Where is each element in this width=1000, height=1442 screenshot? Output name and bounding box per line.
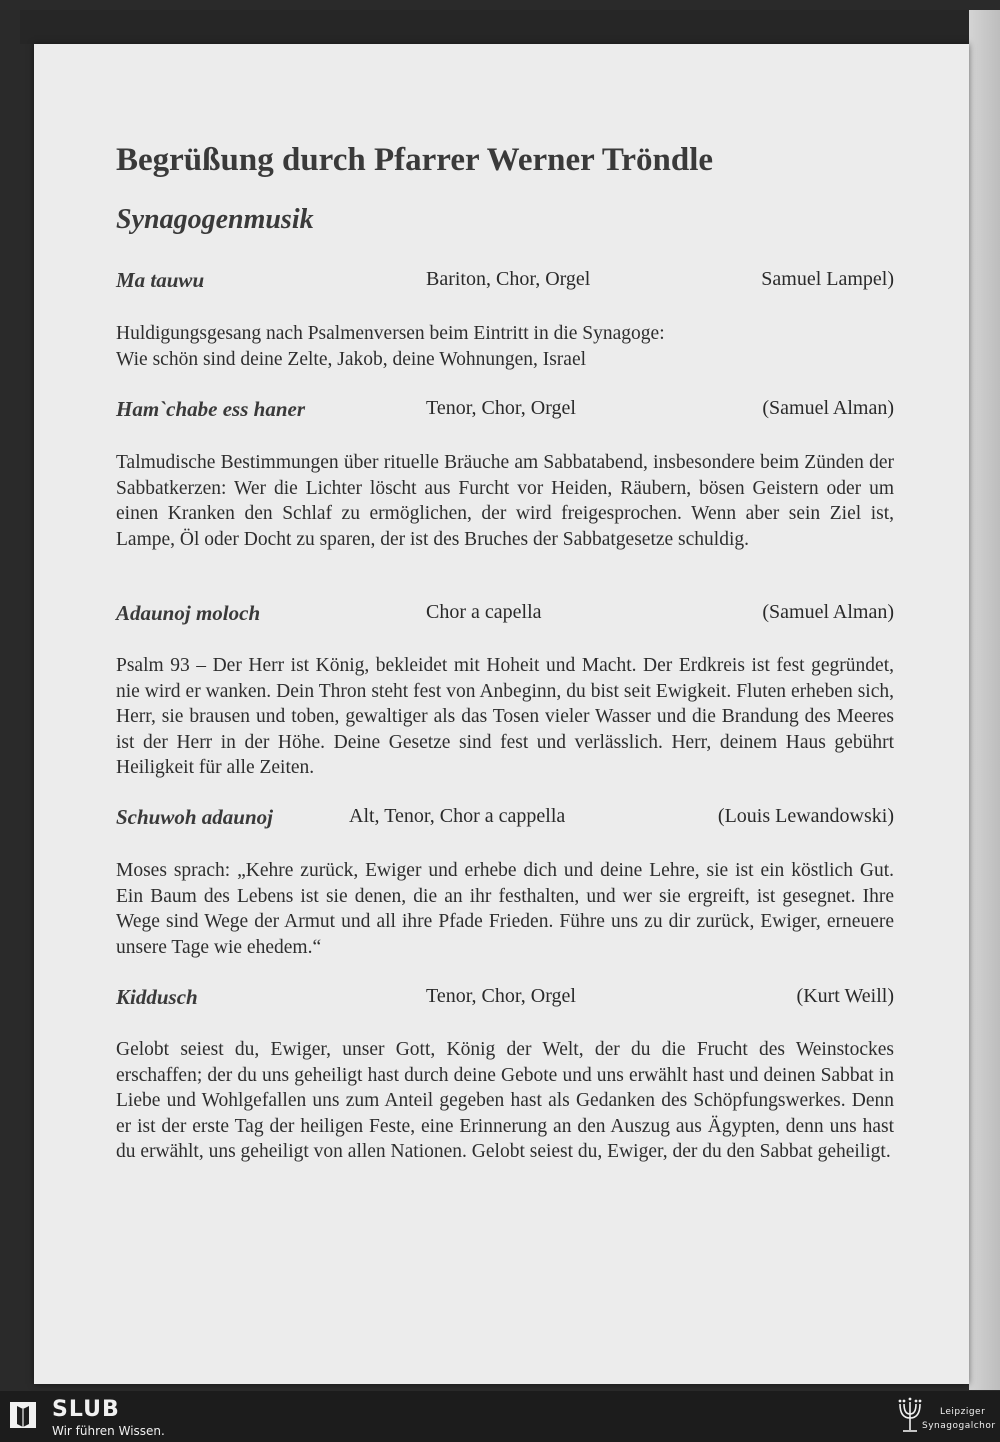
scan-page-edge bbox=[969, 10, 1000, 1390]
piece-header bbox=[116, 985, 894, 1015]
piece-description: Moses sprach: „Kehre zurück, Ewiger und erhebe dich und deine Lehre, sie ist ein köstlich Gut. Ein Baum des Lebens ist sie denen, die an ihr festhalten, und wer sie ergreift, ist gesegnet. Ihre Wege sind Wege der Armut und all ihre Pfade Frieden. Führe uns zu dir zurück, Ewiger, erneuere unsere Tage wie ehedem.“ bbox=[116, 860, 894, 958]
piece-performers: Chor a capella bbox=[426, 601, 542, 623]
page-heading: Begrüßung durch Pfarrer Werner Tröndle bbox=[116, 142, 714, 178]
scan-background-top bbox=[20, 10, 980, 44]
description-line: Huldigungsgesang nach Psalmenversen beim Eintritt in die Synagoge: bbox=[116, 323, 665, 344]
piece-composer: (Samuel Alman) bbox=[762, 601, 894, 623]
piece-header bbox=[116, 805, 894, 835]
piece-title: Ma tauwu bbox=[116, 268, 205, 292]
piece-title: Schuwoh adaunoj bbox=[116, 805, 273, 829]
partner-name-line1: Leipziger bbox=[940, 1407, 986, 1417]
piece-header bbox=[116, 268, 894, 298]
description-line: Wie schön sind deine Zelte, Jakob, deine Wohnungen, Israel bbox=[116, 348, 587, 370]
piece-title: Kiddusch bbox=[116, 985, 198, 1009]
library-name[interactable]: SLUB bbox=[52, 1397, 120, 1422]
piece-composer: (Kurt Weill) bbox=[796, 985, 894, 1007]
piece-title: Ham`chabe ess haner bbox=[116, 397, 305, 421]
section-title: Synagogenmusik bbox=[116, 204, 314, 235]
document-page bbox=[34, 44, 969, 1384]
piece-composer: Samuel Lampel) bbox=[761, 268, 894, 290]
piece-description: Talmudische Bestimmungen über rituelle Bräuche am Sabbatabend, insbesondere beim Zünden der Sabbatkerzen: Wer die Lichter löscht aus Furcht vor Heiden, Räubern, bösen Geistern oder um einen Kranken den Schlaf zu ermöglichen, der wird freigesprochen. Wenn aber sein Ziel ist, Lampe, Öl oder Docht zu sparen, der ist des Bruches der Sabbatgesetze schuldig. bbox=[116, 452, 894, 550]
piece-composer: (Samuel Alman) bbox=[762, 397, 894, 419]
library-tagline: Wir führen Wissen. bbox=[52, 1424, 165, 1438]
piece-performers: Tenor, Chor, Orgel bbox=[426, 985, 576, 1007]
piece-title: Adaunoj moloch bbox=[116, 601, 261, 625]
piece-description: Psalm 93 – Der Herr ist König, bekleidet mit Hoheit und Macht. Der Erdkreis ist fest gegründet, nie wird er wanken. Dein Thron steht fest von Anbeginn, du bist seit Ewigkeit. Fluten erheben sich, Herr, sie brausen und toben, gewaltiger als das Tosen vieler Wasser und die Brandung des Meeres ist der Herr in der Höhe. Deine Gesetze sind fest und verlässlich. Herr, deinem Haus gebührt Heiligkeit für alle Zeiten. bbox=[116, 655, 894, 778]
piece-header bbox=[116, 397, 894, 427]
partner-name-line2: Synagogalchor bbox=[922, 1421, 996, 1431]
piece-description bbox=[116, 321, 894, 372]
piece-performers: Alt, Tenor, Chor a cappella bbox=[349, 805, 566, 827]
menorah-icon bbox=[895, 1396, 925, 1436]
piece-header bbox=[116, 601, 894, 631]
piece-composer: (Louis Lewandowski) bbox=[717, 805, 894, 827]
slub-book-icon[interactable] bbox=[8, 1400, 38, 1430]
footer-bar bbox=[0, 1391, 1000, 1442]
piece-performers: Bariton, Chor, Orgel bbox=[426, 268, 591, 290]
piece-performers: Tenor, Chor, Orgel bbox=[426, 397, 576, 419]
piece-description: Gelobt seiest du, Ewiger, unser Gott, König der Welt, der du die Frucht des Weinstockes erschaffen; der du uns geheiligt hast durch deine Gebote und uns erwählt hast und deinen Sabbat in Liebe und Wohlgefallen uns zum Anteil gegeben hast als Gedanken des Schöpfungswerkes. Denn er ist der erste Tag der heiligen Feste, eine Erinnerung an den Auszug aus Ägypten, denn uns hast du erwählt, uns geheiligt von allen Nationen. Gelobt seiest du, Ewiger, der du den Sabbat geheiligt. bbox=[116, 1039, 894, 1162]
